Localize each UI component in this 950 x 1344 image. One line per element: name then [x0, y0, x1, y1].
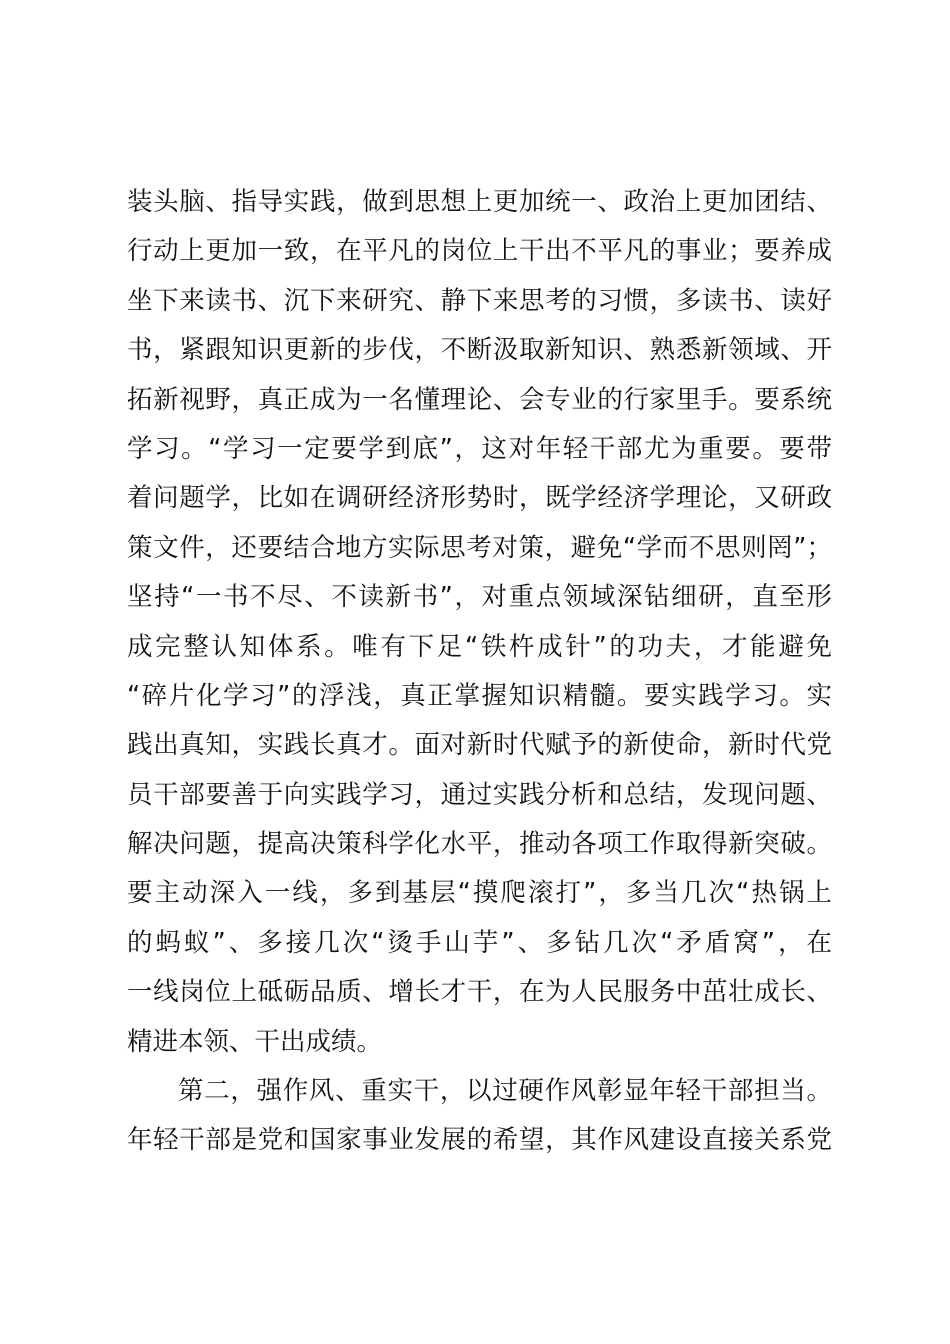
text-line: 的蚂蚁”、多接几次“烫手山芋”、多钻几次“矛盾窝”，在: [127, 927, 832, 958]
text-line: 一线岗位上砥砺品质、增长才干，在为人民服务中茁壮成长、: [127, 977, 832, 1008]
text-line: 坚持“一书不尽、不读新书”，对重点领域深钻细研，直至形: [127, 582, 832, 613]
text-line: 员干部要善于向实践学习，通过实践分析和总结，发现问题、: [127, 779, 832, 810]
body-text: [127, 178, 832, 1166]
text-line: 装头脑、指导实践，做到思想上更加统一、政治上更加团结、: [127, 187, 832, 217]
paragraph-end-line: 精进本领、干出成绩。: [127, 1026, 383, 1057]
text-line: 年轻干部是党和国家事业发展的希望，其作风建设直接关系党: [127, 1125, 832, 1156]
text-line: 拓新视野，真正成为一名懂理论、会专业的行家里手。要系统: [127, 384, 832, 415]
text-line: 坐下来读书、沉下来研究、静下来思考的习惯，多读书、读好: [127, 285, 832, 316]
text-line: 践出真知，实践长真才。面对新时代赋予的新使命，新时代党: [127, 730, 832, 761]
text-line: 成完整认知体系。唯有下足“铁杵成针”的功夫，才能避免: [127, 631, 832, 662]
text-line: 要主动深入一线，多到基层“摸爬滚打”，多当几次“热锅上: [127, 878, 832, 909]
text-line: 解决问题，提高决策科学化水平，推动各项工作取得新突破。: [127, 829, 832, 860]
text-line: 书，紧跟知识更新的步伐，不断汲取新知识、熟悉新领域、开: [127, 335, 832, 366]
section-heading-line: 第二，强作风、重实干，以过硬作风彰显年轻干部担当。: [178, 1076, 832, 1107]
text-line: “碎片化学习”的浮浅，真正掌握知识精髓。要实践学习。实: [127, 680, 832, 711]
text-line: 行动上更加一致，在平凡的岗位上干出不平凡的事业；要养成: [127, 236, 832, 267]
text-line: 着问题学，比如在调研经济形势时，既学经济学理论，又研政: [127, 483, 832, 514]
text-line: 策文件，还要结合地方实际思考对策，避免“学而不思则罔”；: [127, 532, 832, 563]
text-line: 学习。“学习一定要学到底”，这对年轻干部尤为重要。要带: [127, 433, 832, 464]
